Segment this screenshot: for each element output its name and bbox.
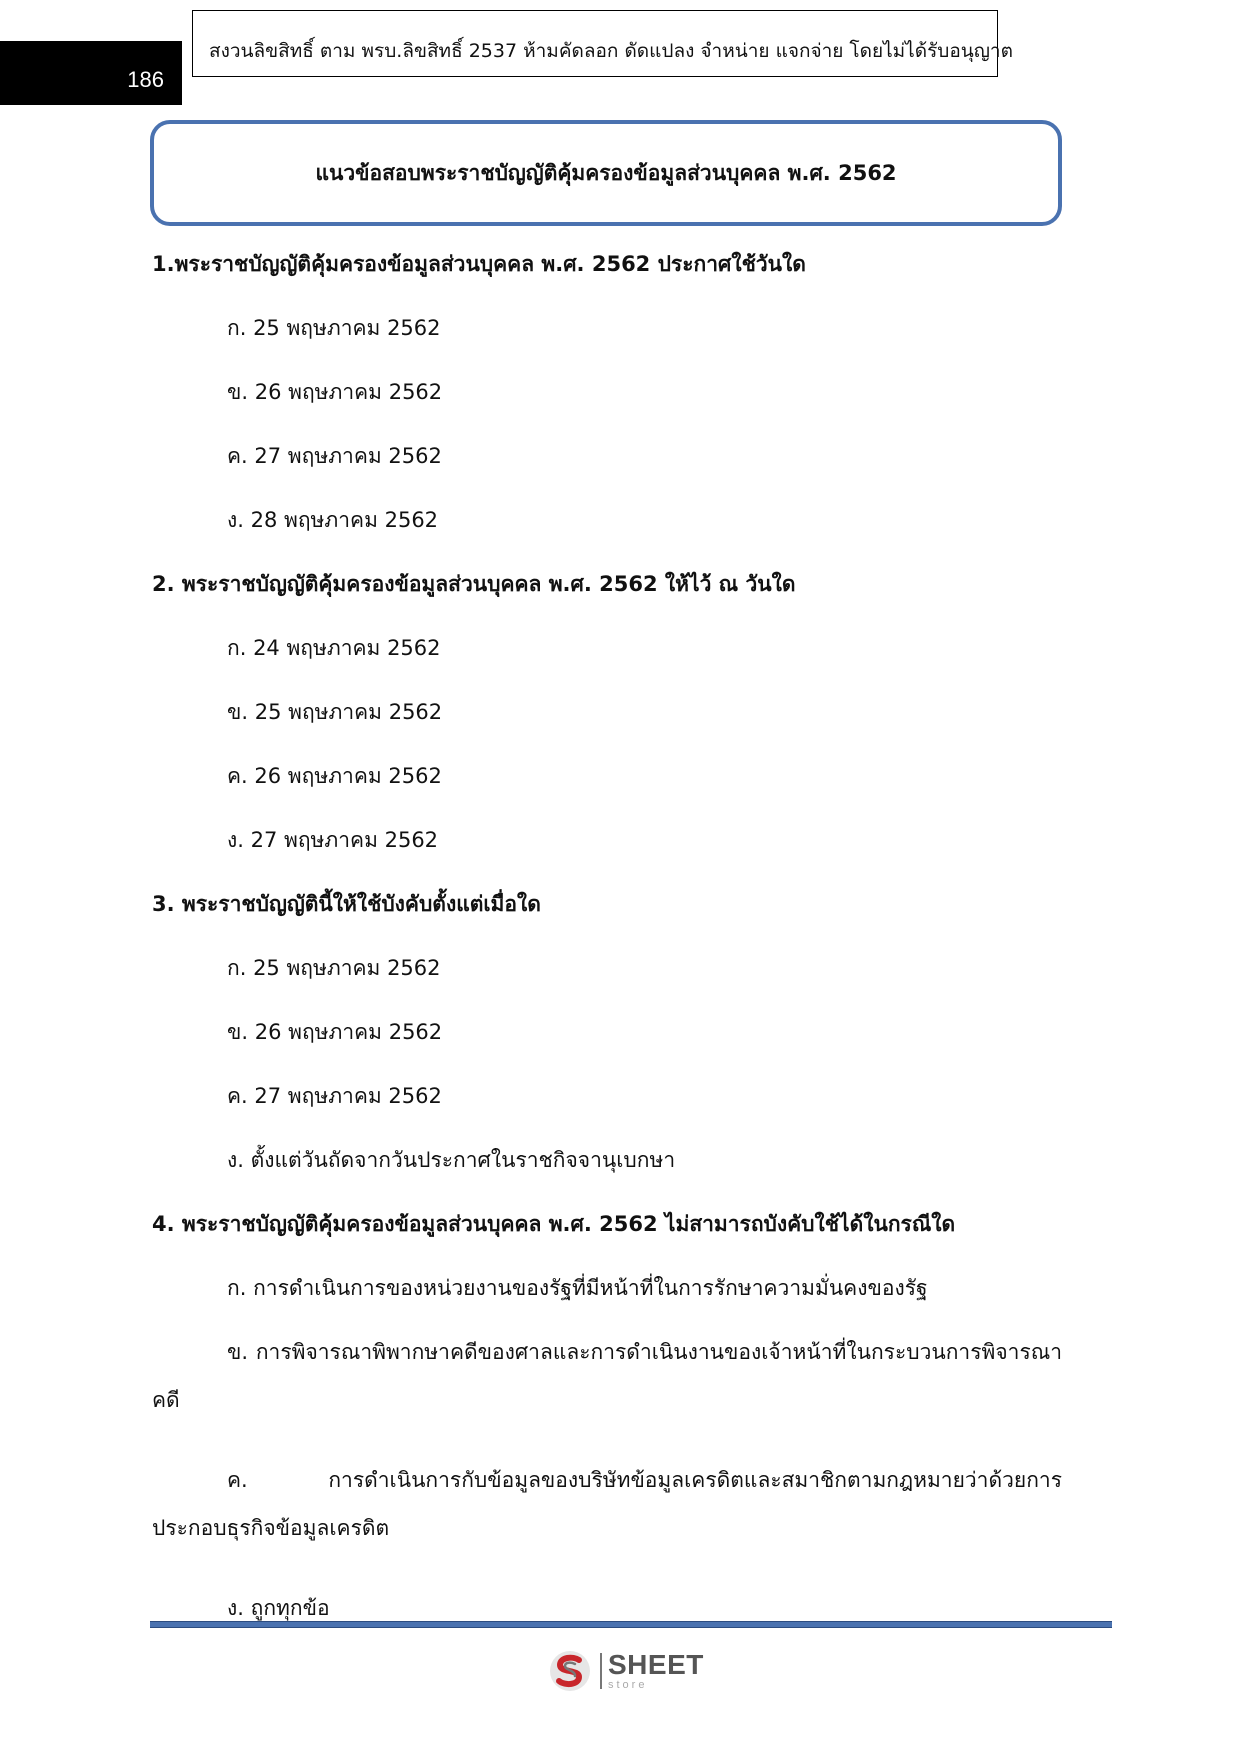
choice-item: ค. 27 พฤษภาคม 2562 [227, 444, 442, 468]
copyright-notice-box [192, 10, 1013, 77]
choice-item-wrapped [152, 1456, 1062, 1568]
choice-item: ค. 26 พฤษภาคม 2562 [227, 764, 442, 788]
title-box [150, 120, 1062, 226]
choice-item: ข. 25 พฤษภาคม 2562 [227, 700, 443, 724]
choice-item: ข. 26 พฤษภาคม 2562 [227, 1020, 443, 1044]
logo-subtitle: store [608, 1679, 648, 1691]
page-title: แนวข้อสอบพระราชบัญญัติคุ้มครองข้อมูลส่วนบุคคล พ.ศ. 2562 [315, 160, 897, 185]
question-text: 4. พระราชบัญญัติคุ้มครองข้อมูลส่วนบุคคล พ.ศ. 2562 ไม่สามารถบังคับใช้ได้ในกรณีใด [152, 1212, 956, 1236]
copyright-notice: สงวนลิขสิทธิ์ ตาม พรบ.ลิขสิทธิ์ 2537 ห้ามคัดลอก ดัดแปลง จำหน่าย แจกจ่าย โดยไม่ได้รับอนุญาต [209, 40, 1013, 62]
choice-item: ก. 25 พฤษภาคม 2562 [227, 956, 441, 980]
choice-item: ก. การดำเนินการของหน่วยงานของรัฐที่มีหน้าที่ในการรักษาความมั่นคงของรัฐ [227, 1276, 928, 1300]
choice-item: ก. 25 พฤษภาคม 2562 [227, 316, 441, 340]
choice-item-wrapped [152, 1328, 1062, 1440]
choice-text: ข. การพิจารณาพิพากษาคดีของศาลและการดำเนินงานของเจ้าหน้าที่ในกระบวนการพิจารณาคดี [152, 1340, 1062, 1412]
choice-item: ข. 26 พฤษภาคม 2562 [227, 380, 443, 404]
choice-item: ก. 24 พฤษภาคม 2562 [227, 636, 441, 660]
question-1 [152, 240, 1062, 560]
page-number: 186 [127, 67, 164, 92]
logo-word: SHEET [608, 1649, 704, 1680]
page-number-box [0, 41, 182, 105]
choice-item: ง. 27 พฤษภาคม 2562 [227, 828, 439, 852]
choice-item: ง. 28 พฤษภาคม 2562 [227, 508, 439, 532]
choice-item: ง. ตั้งแต่วันถัดจากวันประกาศในราชกิจจานุเบกษา [227, 1148, 676, 1172]
choice-text: ค. การดำเนินการกับข้อมูลของบริษัทข้อมูลเครดิตและสมาชิกตามกฎหมายว่าด้วยการประกอบธุรกิจข้อมูลเครดิต [152, 1468, 1062, 1540]
question-2 [152, 560, 1062, 880]
choice-item: ค. 27 พฤษภาคม 2562 [227, 1084, 442, 1108]
footer-divider [150, 1621, 1112, 1628]
logo-text [608, 1651, 704, 1691]
sheet-store-logo [548, 1647, 704, 1695]
choice-item: ง. ถูกทุกข้อ [227, 1596, 330, 1620]
question-text: 2. พระราชบัญญัติคุ้มครองข้อมูลส่วนบุคคล พ.ศ. 2562 ให้ไว้ ณ วันใด [152, 572, 796, 596]
question-4 [152, 1200, 1062, 1648]
sheet-store-logo-icon [548, 1649, 592, 1693]
logo-divider [600, 1653, 602, 1689]
question-text: 1.พระราชบัญญัติคุ้มครองข้อมูลส่วนบุคคล พ.ศ. 2562 ประกาศใช้วันใด [152, 252, 806, 276]
question-text: 3. พระราชบัญญัตินี้ให้ใช้บังคับตั้งแต่เมื่อใด [152, 892, 541, 916]
question-3 [152, 880, 1062, 1200]
question-list [152, 240, 1062, 1648]
